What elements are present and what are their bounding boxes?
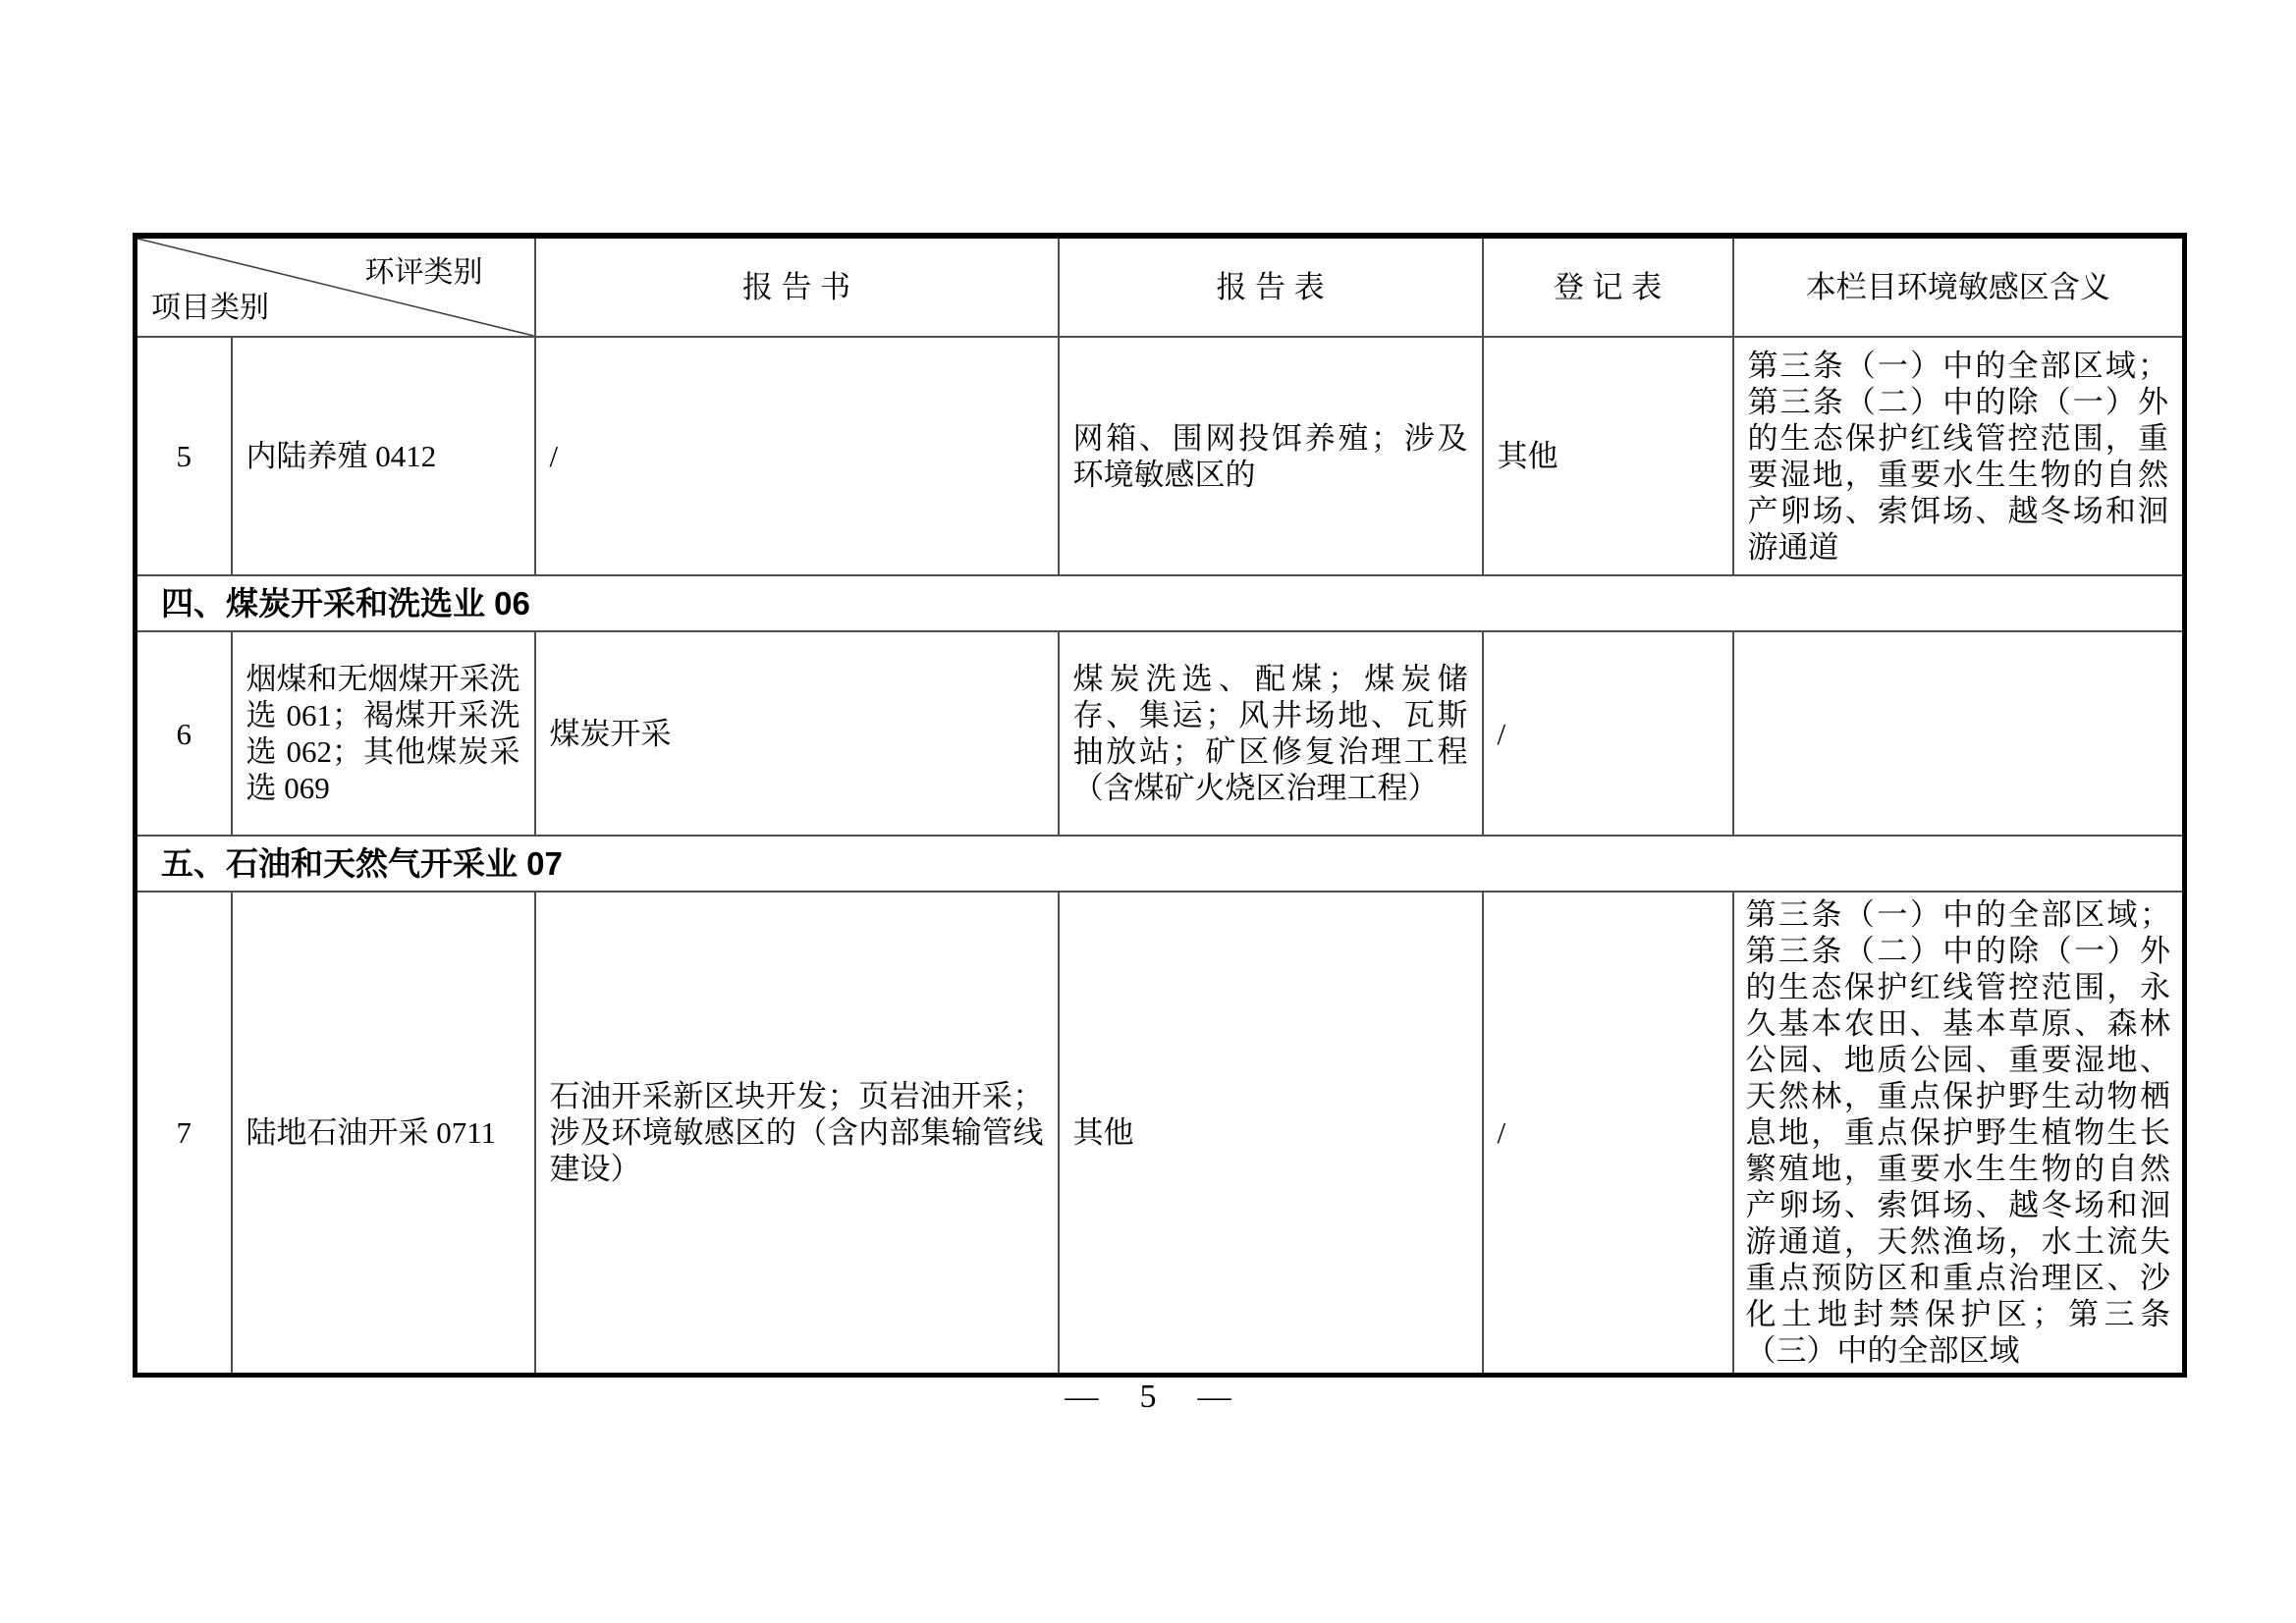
section-label-coal: 四、煤炭开采和洗选业 06 <box>136 575 2185 631</box>
section-row-coal <box>136 575 2185 631</box>
footer-right-dash: — <box>1197 1379 1231 1415</box>
table-row-6 <box>136 631 2185 836</box>
table-row-7 <box>136 892 2185 1376</box>
row5-registration-form-cell: 其他 <box>1483 337 1733 575</box>
row6-category-cell: 烟煤和无烟煤开采洗选 061；褐煤开采洗选 062；其他煤炭采选 069 <box>232 631 535 836</box>
section-label-oil-gas: 五、石油和天然气开采业 07 <box>136 836 2185 892</box>
header-project-category-label: 项目类别 <box>151 292 269 324</box>
table-row-5 <box>136 337 2185 575</box>
header-eia-category-label: 环评类别 <box>364 256 483 289</box>
row7-report-form-cell: 其他 <box>1059 892 1483 1376</box>
table-header-row <box>136 236 2185 337</box>
footer-page-number: 5 <box>1139 1379 1157 1415</box>
diagonal-header-cell <box>136 236 535 337</box>
row6-serial-cell: 6 <box>136 631 232 836</box>
row7-report-book-cell: 石油开采新区块开发；页岩油开采；涉及环境敏感区的（含内部集输管线建设） <box>535 892 1059 1376</box>
row7-registration-form-cell: / <box>1483 892 1733 1376</box>
row5-report-book-cell: / <box>535 337 1059 575</box>
header-registration-form: 登 记 表 <box>1483 236 1733 337</box>
row5-serial-cell: 5 <box>136 337 232 575</box>
row5-sensitive-meaning-cell: 第三条（一）中的全部区域；第三条（二）中的除（一）外的生态保护红线管控范围，重要湿地，重要水生生物的自然产卵场、索饵场、越冬场和洄游通道 <box>1733 337 2185 575</box>
eia-category-table <box>133 233 2187 1378</box>
row6-report-form-cell: 煤炭洗选、配煤；煤炭储存、集运；风井场地、瓦斯抽放站；矿区修复治理工程（含煤矿火烧区治理工程） <box>1059 631 1483 836</box>
header-sensitive-area-meaning: 本栏目环境敏感区含义 <box>1733 236 2185 337</box>
header-report-book: 报 告 书 <box>535 236 1059 337</box>
row6-sensitive-meaning-cell <box>1733 631 2185 836</box>
row7-sensitive-meaning-cell: 第三条（一）中的全部区域；第三条（二）中的除（一）外的生态保护红线管控范围，永久基本农田、基本草原、森林公园、地质公园、重要湿地、天然林，重点保护野生动物栖息地，重点保护野生植物生长繁殖地，重要水生生物的自然产卵场、索饵场、越冬场和洄游通道，天然渔场，水土流失重点预防区和重点治理区、沙化土地封禁保护区；第三条（三）中的全部区域 <box>1733 892 2185 1376</box>
header-report-form: 报 告 表 <box>1059 236 1483 337</box>
row6-registration-form-cell: / <box>1483 631 1733 836</box>
section-row-oil-gas <box>136 836 2185 892</box>
row7-serial-cell: 7 <box>136 892 232 1376</box>
row6-report-book-cell: 煤炭开采 <box>535 631 1059 836</box>
row5-category-cell: 内陆养殖 0412 <box>232 337 535 575</box>
row7-category-cell: 陆地石油开采 0711 <box>232 892 535 1376</box>
page-footer <box>0 1379 2296 1416</box>
row5-report-form-cell: 网箱、围网投饵养殖；涉及环境敏感区的 <box>1059 337 1483 575</box>
footer-left-dash: — <box>1065 1379 1099 1415</box>
